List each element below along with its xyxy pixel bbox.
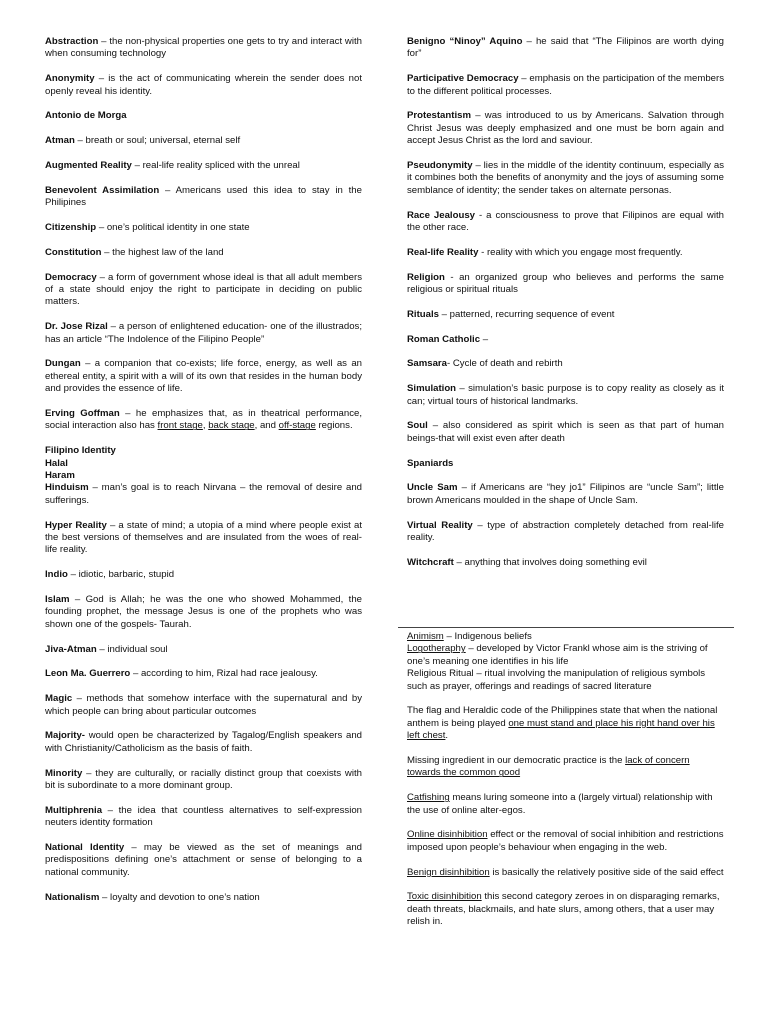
glossary-definition: –: [480, 333, 489, 345]
section-divider: [398, 627, 734, 628]
glossary-definition: , and: [254, 420, 279, 432]
glossary-entry: [45, 408, 362, 433]
glossary-definition: – a state of mind; a utopia of a mind where people exist at the best versions of themselves and are insulated from the woes of real-life reality.: [45, 519, 362, 556]
glossary-entry: [45, 805, 362, 830]
glossary-term: Rituals: [407, 308, 439, 320]
underlined-phrase: Logotheraphy: [407, 643, 466, 655]
glossary-entry: [45, 358, 362, 395]
glossary-entry: [407, 520, 724, 545]
glossary-entry: [45, 693, 362, 718]
glossary-term: Anonymity: [45, 73, 95, 85]
glossary-term: Real-life Reality: [407, 246, 479, 258]
glossary-definition: – man’s goal is to reach Nirvana – the removal of desire and sufferings.: [45, 482, 362, 506]
note-text: – developed by Victor Frankl whose aim is the striving of one’s meaning one identifies in his life: [407, 643, 708, 667]
glossary-definition: – he said that “The Filipinos are worth dying for”: [407, 36, 725, 60]
glossary-term: Magic: [45, 693, 73, 705]
glossary-definition: – a person of enlightened education- one of the illustrados; has an article “The Indolence of the Filipino People”: [45, 321, 362, 345]
glossary-term: Witchcraft: [407, 556, 454, 568]
glossary-definition: – a form of government whose ideal is that all adult members of a state should enjoy the right to participate in deciding on public matters.: [45, 271, 362, 308]
glossary-definition: – real-life reality spliced with the unreal: [131, 160, 300, 171]
glossary-entry: [407, 110, 724, 147]
glossary-term: Augmented Reality: [45, 160, 132, 171]
glossary-entry: [407, 36, 724, 61]
glossary-entry: [45, 135, 362, 147]
glossary-definition: ,: [202, 420, 209, 432]
glossary-definition: would open be characterized by Tagalog/English speakers and with Christianity/Catholicism as the basis of faith.: [45, 730, 362, 754]
underlined-phrase: one must stand and place his right hand over his left chest: [407, 717, 715, 742]
glossary-definition: – they are culturally, or racially distinct group that coexists with bit is subordinate to a more dominant group.: [45, 767, 362, 792]
glossary-term: Constitution: [45, 246, 102, 258]
glossary-entry: [45, 768, 362, 793]
glossary-term: Virtual Reality: [407, 519, 473, 531]
glossary-term: Religion: [407, 271, 445, 283]
note-text: this second category zeroes in on disparaging remarks, death threats, blackmails, and hate slurs, among others, that a user may relish in.: [407, 891, 720, 928]
glossary-definition: – idiotic, barbaric, stupid: [67, 569, 175, 581]
underlined-phrase: off-stage: [278, 420, 316, 432]
glossary-term: Benevolent Assimilation: [45, 184, 160, 196]
glossary-term: Antonio de Morga: [45, 110, 127, 122]
glossary-definition: – emphasis on the participation of the members to the different political processes.: [407, 73, 725, 97]
glossary-term: Participative Democracy: [407, 73, 519, 85]
glossary-entry: [45, 160, 362, 172]
glossary-entry: [407, 420, 724, 445]
glossary-definition: - a consciousness to prove that Filipinos are equal with the other race.: [407, 209, 724, 234]
glossary-entry: [45, 185, 362, 210]
underlined-phrase: Animism: [407, 631, 444, 642]
glossary-entry: [45, 73, 362, 98]
glossary-term: Dungan: [45, 358, 81, 370]
glossary-definition: – methods that somehow interface with the supernatural and by which people can bring about particular outcomes: [45, 693, 362, 717]
glossary-term: Minority: [45, 767, 83, 779]
glossary-definition: - an organized group who believes and performs the same religious or spiritual rituals: [407, 271, 724, 296]
glossary-entry: [45, 247, 362, 259]
note-paragraph: [407, 792, 724, 817]
note-text: Missing ingredient in our democratic practice is the: [407, 755, 626, 767]
glossary-entry: [45, 594, 362, 631]
glossary-definition: – a companion that co-exists; life force, energy, as well as an ethereal entity, a spirit with a will of its own that resides in the human body and provides the essence of life.: [45, 358, 362, 395]
glossary-left-column: [45, 36, 362, 916]
note-paragraph: [407, 829, 724, 854]
underlined-phrase: Benign disinhibition: [407, 866, 490, 878]
glossary-entry: [45, 482, 362, 507]
glossary-entry: [407, 160, 724, 197]
glossary-term: Samsara: [407, 358, 448, 370]
note-paragraph: [407, 705, 724, 742]
glossary-term: Indio: [45, 569, 68, 581]
glossary-term: Leon Ma. Guerrero: [45, 668, 131, 680]
glossary-definition: – the highest law of the land: [101, 246, 224, 258]
glossary-entry: [407, 247, 724, 259]
glossary-term: Hinduism: [45, 482, 89, 494]
glossary-entry: [45, 445, 362, 457]
note-text: The flag and Heraldic code of the Philippines state that when the national anthem is being played: [407, 705, 718, 729]
glossary-entry: [407, 210, 724, 235]
glossary-definition: – individual soul: [96, 643, 168, 655]
note-text: Religious Ritual – ritual involving the manipulation of religious symbols such as prayer, offerings and readings of sacred literature: [407, 668, 706, 692]
glossary-term: Simulation: [407, 383, 457, 395]
glossary-entry: [407, 358, 724, 370]
glossary-term: Soul: [407, 420, 428, 432]
glossary-entry: [45, 644, 362, 656]
glossary-term: Citizenship: [45, 222, 97, 233]
note-text: means luring someone into a (largely virtual) relationship with the use of online alter-egos.: [407, 792, 713, 816]
glossary-entry: [407, 482, 724, 507]
glossary-entry: [45, 321, 362, 346]
glossary-definition: - reality with which you engage most frequently.: [478, 246, 683, 258]
glossary-entry: [407, 73, 724, 98]
glossary-term: Protestantism: [407, 110, 471, 122]
glossary-entry: [45, 842, 362, 879]
note-paragraph: [407, 867, 724, 879]
note-text: – Indigenous beliefs: [443, 631, 532, 642]
glossary-entry: [45, 470, 362, 482]
glossary-definition: – was introduced to us by Americans. Salvation through Christ Jesus was deeply emphasized and one must be born again and accept Jesus Christ as the lord and saviour.: [407, 110, 724, 147]
underlined-phrase: Catfishing: [407, 792, 450, 804]
note-paragraph: [407, 643, 724, 668]
glossary-term: National Identity: [45, 842, 125, 854]
glossary-definition: – the non-physical properties one gets to try and interact with when consuming technology: [45, 36, 362, 60]
note-text: effect or the removal of social inhibition and restrictions imposed upon people’s behaviour when engaging in the web.: [407, 829, 724, 853]
glossary-entry: [45, 730, 362, 755]
glossary-definition: – type of abstraction completely detached from real-life reality.: [407, 519, 724, 544]
glossary-term: Spaniards: [407, 457, 454, 469]
glossary-term: Abstraction: [45, 36, 99, 47]
glossary-term: Multiphrenia: [45, 804, 103, 816]
glossary-term: Uncle Sam: [407, 482, 458, 494]
glossary-entry: [45, 110, 362, 122]
glossary-term: Majority-: [45, 730, 85, 742]
glossary-definition: – patterned, recurring sequence of event: [439, 308, 615, 320]
underlined-phrase: front stage: [157, 420, 203, 432]
underlined-phrase: lack of concern towards the common good: [407, 755, 690, 779]
note-paragraph: [407, 755, 724, 780]
glossary-entry: [407, 309, 724, 321]
glossary-entry: [407, 272, 724, 297]
glossary-entry: [407, 557, 724, 569]
glossary-entry: [45, 458, 362, 470]
glossary-definition: – may be viewed as the set of meanings and predispositions defining one’s attachment or sense of belonging to a national community.: [45, 842, 362, 878]
glossary-entry: [45, 668, 362, 680]
glossary-definition: – is the act of communicating wherein the sender does not openly reveal his identity.: [45, 73, 362, 97]
note-text: is basically the relatively positive side of the said effect: [489, 866, 724, 878]
glossary-definition: – one’s political identity in one state: [96, 222, 250, 233]
glossary-definition: – simulation’s basic purpose is to copy reality as closely as it can; virtual tours of historical landmarks.: [407, 383, 724, 407]
glossary-definition: – loyalty and devotion to one’s nation: [99, 891, 260, 903]
glossary-term: Erving Goffman: [45, 408, 120, 420]
glossary-term: Hyper Reality: [45, 519, 107, 531]
glossary-definition: – Americans used this idea to stay in the Philipines: [45, 184, 362, 209]
glossary-term: Dr. Jose Rizal: [45, 321, 108, 333]
glossary-term: Atman: [45, 135, 75, 147]
glossary-entry: [45, 272, 362, 309]
note-paragraph: [407, 668, 724, 693]
glossary-definition: – God is Allah; he was the one who showed Mohammed, the founding prophet, the message Jesus is one of the prophets who was shown one of the gospels- Taurah.: [45, 594, 362, 630]
glossary-term: Nationalism: [45, 891, 100, 903]
notes-section: [407, 631, 724, 941]
glossary-definition: – the idea that countless alternatives to self-expression neuters identity formation: [45, 804, 362, 829]
glossary-term: Democracy: [45, 271, 97, 283]
glossary-term: Pseudonymity: [407, 160, 473, 172]
glossary-entry: [45, 222, 362, 234]
glossary-entry: [45, 892, 362, 904]
glossary-definition: – also considered as spirit which is seen as that part of human beings-that will exist even after death: [407, 420, 724, 444]
glossary-term: Race Jealousy: [407, 209, 475, 221]
glossary-entry: [407, 334, 724, 346]
underlined-phrase: Toxic disinhibition: [407, 891, 482, 903]
glossary-entry: [45, 520, 362, 557]
glossary-entry: [45, 569, 362, 581]
note-paragraph: [407, 631, 724, 643]
glossary-entry: [407, 383, 724, 408]
glossary-entry: [45, 36, 362, 61]
glossary-term: Halal: [45, 457, 68, 469]
glossary-right-column: [407, 36, 724, 582]
glossary-term: Roman Catholic: [407, 333, 481, 345]
glossary-definition: – he emphasizes that, as in theatrical performance, social interaction also has: [45, 408, 362, 432]
glossary-term: Benigno “Ninoy” Aquino: [407, 36, 523, 47]
glossary-definition: – according to him, Rizal had race jealousy.: [130, 668, 318, 680]
glossary-definition: – lies in the middle of the identity continuum, especially as it combines both the benefits of anonymity and the joys of assuming some semblance of identity; the sender takes on alternate personas.: [407, 160, 724, 196]
glossary-term: Haram: [45, 470, 75, 482]
underlined-phrase: Online disinhibition: [407, 829, 488, 841]
glossary-term: Filipino Identity: [45, 445, 116, 457]
glossary-definition: – breath or soul; universal, eternal self: [74, 135, 241, 147]
glossary-definition: – anything that involves doing something evil: [453, 556, 647, 568]
glossary-term: Islam: [45, 594, 70, 606]
glossary-definition: - Cycle of death and rebirth: [447, 358, 563, 370]
glossary-term: Jiva-Atman: [45, 643, 97, 655]
glossary-definition: – if Americans are “hey jo1” Filipinos are “uncle Sam”; little brown Americans moulded in the shape of Uncle Sam.: [407, 482, 724, 506]
glossary-entry: [407, 458, 724, 470]
note-paragraph: [407, 891, 724, 928]
underlined-phrase: back stage: [208, 420, 255, 432]
glossary-definition: regions.: [315, 420, 353, 432]
note-text: .: [445, 730, 449, 742]
